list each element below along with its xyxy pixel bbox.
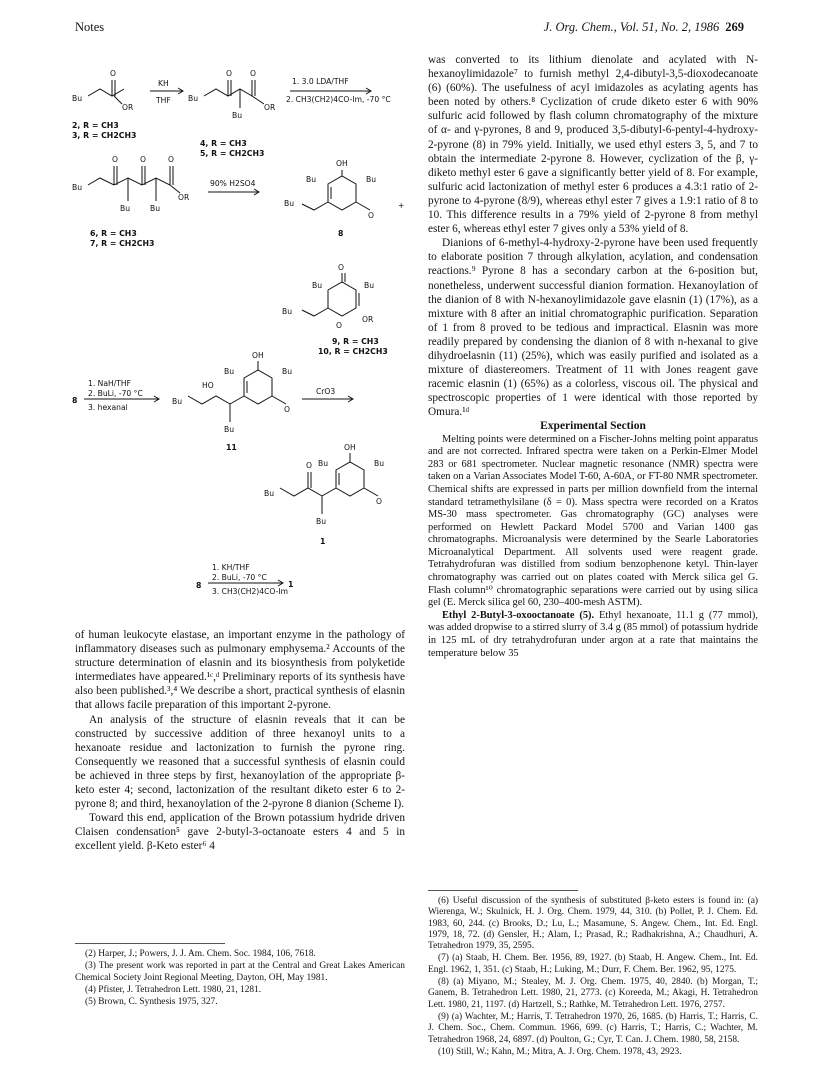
svg-text:Bu: Bu	[366, 175, 377, 184]
compound-6-7-structure	[72, 155, 190, 248]
svg-text:O: O	[284, 405, 290, 414]
footnote: (6) Useful discussion of the synthesis of substituted β-keto esters is found in: (a) Wierenga, W.; Skulnick, H. J. Org. Chem. 1979, 44, 310. (b) Pollet, P. J. Chem. Ed. 1983, 60, 244. (c) Brooks, D.; Lu, L.; Masamune, S. Angew. Chem., Int. Ed. Engl. 1979, 18, 72. (d) Gensler, H.; Alam, I.; Prasad, R.; Radhakrishna, A.; Chaudhuri, A. Tetrahedron 1979, 35, 2595.	[428, 896, 758, 952]
svg-text:3. CH3(CH2)4CO-Im: 3. CH3(CH2)4CO-Im	[212, 587, 288, 596]
svg-text:THF: THF	[156, 96, 171, 105]
svg-text:Bu: Bu	[188, 94, 199, 103]
svg-text:Bu: Bu	[224, 425, 235, 434]
compound-label: 6, R = CH3	[90, 229, 137, 238]
svg-text:HO: HO	[202, 381, 214, 390]
compound-label: 4, R = CH3	[200, 139, 247, 148]
svg-text:3. hexanal: 3. hexanal	[88, 403, 128, 412]
procedure-title: Ethyl 2-Butyl-3-oxooctanoate (5).	[442, 609, 595, 621]
journal-citation: J. Org. Chem., Vol. 51, No. 2, 1986	[543, 20, 720, 34]
paragraph: An analysis of the structure of elasnin reveals that it can be constructed by successive addition of three hexanoyl units to a hexanoate residue and lactonization to furnish the pyrone ring. Consequently we reasoned that a successful synthesis of elasnin could be achieved in three steps by first, hexanoylation of the appropriate β-keto ester 4; second, lactonization of the resultant diketo ester 6 to 2-pyrone 8; and third, hexanoylation of the 2-pyrone 8 dianion (Scheme I).	[75, 713, 405, 811]
compound-8-structure	[284, 159, 376, 238]
footnotes-right	[428, 890, 758, 1059]
svg-text:Bu: Bu	[232, 111, 243, 120]
svg-text:2. CH3(CH2)4CO-Im, -70 °C: 2. CH3(CH2)4CO-Im, -70 °C	[286, 95, 391, 104]
svg-text:1. 3.0 LDA/THF: 1. 3.0 LDA/THF	[292, 77, 349, 86]
footnote: (3) The present work was reported in part at the Central and Great Lakes American Chemical Society Joint Regional Meeting, Dayton, OH, May 1981.	[75, 961, 405, 983]
experimental-procedure	[428, 610, 758, 660]
footnote: (5) Brown, C. Synthesis 1975, 327.	[85, 997, 218, 1008]
arrow-hexanal-sequence	[72, 379, 159, 412]
svg-text:O: O	[338, 263, 344, 272]
compound-2-3-structure	[72, 69, 136, 140]
footnote: (7) (a) Staab, H. Chem. Ber. 1956, 89, 1927. (b) Staab, H. Angew. Chem., Int. Ed. Engl. 1962, 1, 351. (c) Staab, H.; Luking, M.; Durr, F. Chem. Ber. 1962, 95, 1275.	[428, 953, 758, 975]
svg-text:2. BuLi, -70 °C: 2. BuLi, -70 °C	[212, 573, 267, 582]
compound-label: 8	[338, 229, 344, 238]
svg-text:Bu: Bu	[316, 517, 327, 526]
arrow-jones-oxidation	[302, 387, 353, 402]
svg-text:O: O	[112, 155, 118, 164]
compound-label: 9, R = CH3	[332, 337, 379, 346]
compound-label: 11	[226, 443, 237, 452]
running-header-section: Notes	[75, 20, 105, 34]
svg-text:Bu: Bu	[284, 199, 295, 208]
svg-text:Bu: Bu	[282, 367, 293, 376]
paragraph: Toward this end, application of the Brown potassium hydride driven Claisen condensation⁵ gave 2-butyl-3-octanoate esters 4 and 5 in excellent yield. β-Keto ester⁶ 4	[75, 812, 405, 853]
footnote: (10) Still, W.; Kahn, M.; Mitra, A. J. Org. Chem. 1978, 43, 2923.	[438, 1046, 682, 1057]
footnote: (4) Pfister, J. Tetrahedron Lett. 1980, 21, 1281.	[85, 984, 262, 995]
paragraph: Dianions of 6-methyl-4-hydroxy-2-pyrone have been used frequently to elaborate position 7 through alkylation, acylation, and condensation reactions.⁹ Pyrone 8 has a secondary carbon at the 6-position but, nonetheless, underwent successful dianion formation. Hexanoylation of the dianion of 8 with N-hexanoylimidazole gave elasnin (1) (17%), as a mixture with 8 after an initial chromatographic purification. Separation of 1 from 8 proved to be tedious and impractical. Elasnin was more readily prepared by condensing the dianion of 8 with n-hexanal to give dihydroelasnin (11) (25%), which was easily purified and isolated as a mixture of diastereomers. Treatment of 11 with Jones reagent gave racemic elasnin (1) (65%) as a colorless, viscous oil. The physical and spectroscopic properties of 1 were identical with those reported by Omura.¹ᵈ	[428, 237, 758, 419]
svg-text:O: O	[168, 155, 174, 164]
footnote: (2) Harper, J.; Powers, J. J. Am. Chem. Soc. 1984, 106, 7618.	[85, 949, 316, 959]
footnotes-left	[75, 943, 405, 1009]
svg-text:2. BuLi, -70 °C: 2. BuLi, -70 °C	[88, 389, 143, 398]
right-column-text	[428, 53, 758, 660]
compound-label: 7, R = CH2CH3	[90, 239, 155, 248]
reaction-scheme	[70, 58, 422, 618]
bu-label: Bu	[72, 94, 83, 103]
svg-text:Bu: Bu	[224, 367, 235, 376]
arrow-acylation	[286, 77, 391, 104]
compound-label: 3, R = CH2CH3	[72, 131, 137, 140]
section-heading: Experimental Section	[540, 420, 646, 433]
svg-text:1: 1	[288, 580, 294, 589]
svg-text:O: O	[110, 69, 116, 78]
compound-11-structure	[172, 351, 292, 452]
svg-text:OR: OR	[362, 315, 374, 324]
svg-text:Bu: Bu	[264, 489, 275, 498]
arrow-claisen	[150, 79, 183, 105]
svg-text:O: O	[250, 69, 256, 78]
svg-text:Bu: Bu	[72, 183, 83, 192]
svg-text:Bu: Bu	[282, 307, 293, 316]
svg-text:OR: OR	[122, 103, 134, 112]
svg-text:O: O	[306, 461, 312, 470]
svg-text:Bu: Bu	[306, 175, 317, 184]
svg-text:8: 8	[72, 396, 78, 405]
page-number: 269	[725, 20, 744, 34]
svg-text:O: O	[226, 69, 232, 78]
svg-text:Bu: Bu	[172, 397, 183, 406]
svg-text:1. KH/THF: 1. KH/THF	[212, 563, 250, 572]
svg-text:O: O	[376, 497, 382, 506]
svg-text:Bu: Bu	[150, 204, 161, 213]
compound-label: 1	[320, 537, 326, 546]
svg-text:Bu: Bu	[120, 204, 131, 213]
svg-text:OH: OH	[252, 351, 264, 360]
compound-label: 2, R = CH3	[72, 121, 119, 130]
svg-text:90% H2SO4: 90% H2SO4	[210, 179, 256, 188]
svg-text:1. NaH/THF: 1. NaH/THF	[88, 379, 131, 388]
procedure-text: Ethyl hexanoate, 11.1 g (77 mmol), was added dropwise to a stirred slurry of 3.4 g (85 mmol) of potassium hydride in 125 mL of dry tetrahydrofuran under argon at a rate that maintains the temperature below 35	[428, 609, 758, 659]
svg-text:OR: OR	[178, 193, 190, 202]
compound-4-5-structure	[188, 69, 276, 158]
compound-label: 5, R = CH2CH3	[200, 149, 265, 158]
svg-text:Bu: Bu	[374, 459, 385, 468]
svg-text:Bu: Bu	[364, 281, 375, 290]
svg-text:Bu: Bu	[312, 281, 323, 290]
scheme-drawing	[70, 58, 422, 618]
arrow-cyclization	[208, 179, 259, 195]
svg-text:KH: KH	[158, 79, 169, 88]
svg-text:CrO3: CrO3	[316, 387, 336, 396]
paragraph: of human leukocyte elastase, an important enzyme in the pathology of inflammatory diseases such as pulmonary emphysema.² Accounts of the structure determination of elasnin and its biosynthesis from polyketide intermediates have appeared.¹ᶜ,ᵈ Preliminary reports of its synthesis have also been published.³,⁴ We describe a short, practical synthesis of elasnin that allows facile preparation of this important 2-pyrone.	[75, 629, 405, 712]
compound-9-10-structure	[282, 263, 388, 356]
svg-text:O: O	[140, 155, 146, 164]
svg-text:OH: OH	[344, 443, 356, 452]
paragraph: was converted to its lithium dienolate and acylated with N-hexanoylimidazole⁷ to furnish methyl 2,4-dibutyl-3,5-dioxodecanoate (6) (60%). The usefulness of acyl imidazoles as acylating agents has been noted by others.⁸ Cyclization of crude diketo ester 6 with 90% sulfuric acid followed by flash column chromatography of the mixture of α- and γ-pyrones, 8 and 9, produced 3,5-dibutyl-6-pentyl-4-hydroxy-2-pyrone (8) in 79% yield. Initially, we used ethyl esters 3, 5, and 7 to obtain the intermediate 2-pyrone 8. However, cyclization of the β, γ-diketo methyl ester 6 gave a significantly better yield of 8. For example, sulfuric acid lactonization of methyl ester 6 produces a 4.3:1 ratio of 2-pyrone to 4-pyrone (8/9), whereas ethyl ester 7 gives a 1.9:1 ratio of 8 to 10. This difference results in a 79% yield of 2-pyrone 8 from methyl ester 6, whereas ethyl ester 7 gives only a 53% yield of 8.	[428, 54, 758, 236]
svg-text:Bu: Bu	[318, 459, 329, 468]
compound-1-elasnin-structure	[264, 443, 384, 546]
svg-text:O: O	[336, 321, 342, 330]
compound-label: 10, R = CH2CH3	[318, 347, 388, 356]
svg-text:O: O	[368, 211, 374, 220]
footnote: (9) (a) Wachter, M.; Harris, T. Tetrahedron 1970, 26, 1685. (b) Harris, T.; Harris, C. J. Chem. Soc., Chem. Commun. 1966, 699. (c) Harris, T.; Harris, C.; Wachter, M. Tetrahedron 1968, 24, 6897. (d) Poulton, G.; Cyr, T. Can. J. Chem. 1980, 58, 2158.	[428, 1011, 758, 1045]
svg-text:OR: OR	[264, 103, 276, 112]
running-header-journal	[544, 20, 744, 35]
plus-sign: +	[398, 201, 405, 210]
experimental-paragraph: Melting points were determined on a Fischer-Johns melting point apparatus and are not corrected. Infrared spectra were taken on a Perkin-Elmer Model 283 or 681 spectrometer. Nuclear magnetic resonance (NMR) spectra were taken on a Varian Associates Model T-60, A-60A, or FT-80 NMR spectrometer. Chemical shifts are expressed in parts per million downfield from the internal standard tetramethylsilane (δ = 0). Mass spectra were recorded on a Kratos MS-30 mass spectrometer. Gas chromatography (GC) analyses were performed on Hewlett Packard Model 5700 and Varian 1400 gas chromatographs. Microanalysis were determined by the Searle Laboratories Microanalytical Department. All solvents used were reagent grade. Tetrahydrofuran was distilled from sodium benzophenone ketyl. Thin-layer chromatography was carried out on plates coated with Merck silica gel G. Flash column¹⁰ chromatographic separations were carried out by using silica gel (E. Merck silica gel 60, 230–400-mesh ASTM).	[428, 433, 758, 609]
arrow-direct-acylation	[196, 563, 293, 596]
svg-text:8: 8	[196, 581, 202, 590]
svg-text:OH: OH	[336, 159, 348, 168]
left-column-text	[75, 628, 405, 854]
footnote: (8) (a) Miyano, M.; Stealey, M. J. Org. Chem. 1975, 40, 2840. (b) Morgan, T.; Ganem, B. Tetrahedron Lett. 1980, 21, 2773. (c) Koreeda, M.; Akagi, H. Tetrahedron Lett. 1980, 21, 1197. (d) Hartzell, S.; Rathke, M. Tetrahedron Lett. 1976, 2757.	[428, 977, 758, 1010]
